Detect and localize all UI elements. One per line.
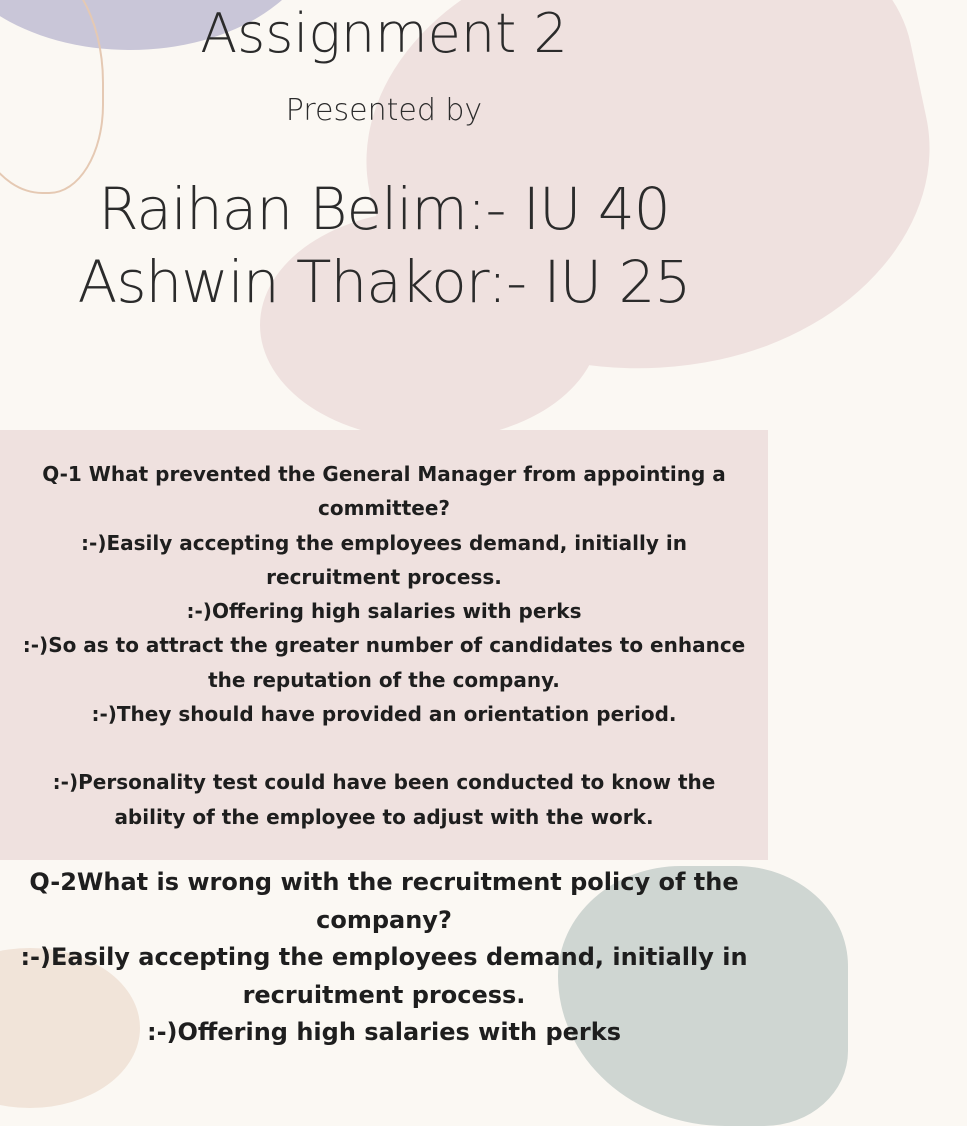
title-slide [0, 0, 768, 430]
decorative-pink-blob-lower [260, 210, 600, 440]
question-1-slide [0, 430, 768, 860]
question-line: Q-2What is wrong with the recruitment policy of the [29, 868, 739, 896]
question-line: company? [316, 905, 452, 934]
question-2-text [0, 864, 768, 1052]
answer-line: recruitment process. [266, 564, 502, 589]
question-line: committee? [318, 496, 450, 521]
answer-line: :-)Offering high salaries with perks [186, 599, 582, 624]
answer-line: recruitment process. [242, 980, 526, 1009]
answer-line: :-)Easily accepting the employees demand, initially in [20, 943, 748, 971]
question-line: Q-1 What prevented the General Manager from appointing a [42, 462, 726, 486]
question-2-slide [0, 860, 768, 1046]
presenter-name: Ashwin Thakor:- IU 25 [77, 248, 691, 316]
answer-line: :-)Personality test could have been conducted to know the [52, 770, 716, 795]
presenter-name: Raihan Belim:- IU 40 [98, 175, 670, 243]
blank-line [0, 731, 768, 765]
question-1-text [0, 457, 768, 834]
answer-line: the reputation of the company. [208, 667, 560, 692]
presented-by-label: Presented by [285, 93, 483, 128]
answer-line: ability of the employee to adjust with the work. [114, 804, 654, 829]
answer-line: :-)Easily accepting the employees demand, initially in [81, 530, 687, 555]
answer-line: :-)Offering high salaries with perks [147, 1018, 621, 1046]
answer-line: :-)So as to attract the greater number of candidates to enhance [22, 633, 746, 658]
answer-line: :-)They should have provided an orientation period. [91, 702, 677, 727]
assignment-title: Assignment 2 [200, 2, 568, 65]
